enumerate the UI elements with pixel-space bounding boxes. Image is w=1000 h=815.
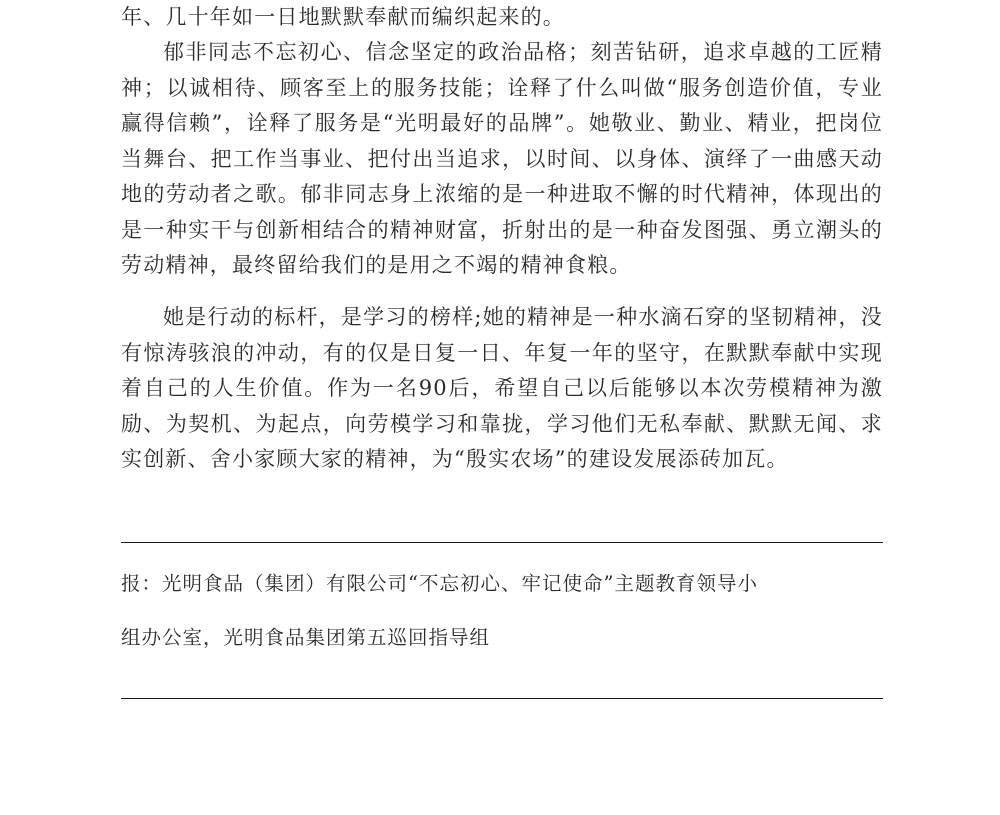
body-paragraph: 她是行动的标杆，是学习的榜样;她的精神是一种水滴石穿的坚韧精神，没有惊涛骇浪的冲动，有的仅是日复一日、年复一年的坚守，在默默奉献中实现着自己的人生价值。作为一名90后，希望自己以后能够以本次劳模精神为激励、为契机、为起点，向劳模学习和靠拢，学习他们无私奉献、默默无闻、求实创新、舍小家顾大家的精神，为“殷实农场”的建设发展添砖加瓦。 <box>121 305 883 471</box>
divider-bottom <box>121 698 883 699</box>
distribution-line: 报：光明食品（集团）有限公司“不忘初心、牢记使命”主题教育领导小 <box>121 572 758 595</box>
distribution-line: 组办公室，光明食品集团第五巡回指导组 <box>121 626 491 649</box>
body-paragraph: 郁非同志不忘初心、信念坚定的政治品格；刻苦钻研，追求卓越的工匠精神；以诚相待、顾客至上的服务技能；诠释了什么叫做“服务创造价值，专业赢得信赖”，诠释了服务是“光明最好的品牌”。她敬业、勤业、精业，把岗位当舞台、把工作当事业、把付出当追求，以时间、以身体、演绎了一曲感天动地的劳动者之歌。郁非同志身上浓缩的是一种进取不懈的时代精神，体现出的是一种实干与创新相结合的精神财富，折射出的是一种奋发图强、勇立潮头的劳动精神，最终留给我们的是用之不竭的精神食粮。 <box>121 40 883 277</box>
continued-paragraph-line: 年、几十年如一日地默默奉献而编织起来的。 <box>121 5 565 29</box>
divider-top <box>121 542 883 543</box>
